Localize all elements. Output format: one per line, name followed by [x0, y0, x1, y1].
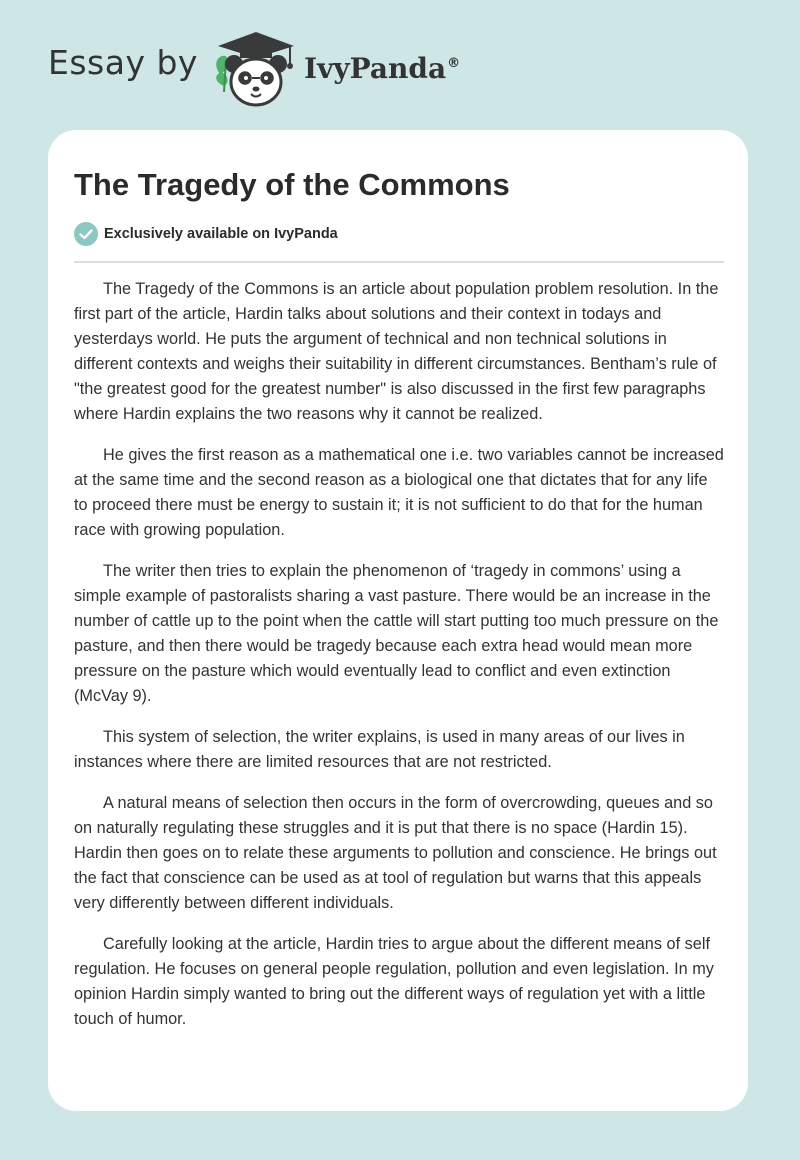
paragraph: He gives the first reason as a mathematical one i.e. two variables cannot be increased at the same time and the second reason as a biological one that dictates that for any life to proceed there must be energy to sustain it; it is not sufficient to do that for the human race with growing population. [74, 446, 724, 539]
paragraph: A natural means of selection then occurs in the form of overcrowding, queues and so on naturally regulating these struggles and it is put that there is no space (Hardin 15). Hardin then goes on to relate these arguments to pollution and conscience. He brings out the fact that conscience can be used as at tool of regulation but warns that this appeals very differently between different individuals. [74, 794, 717, 912]
page-title: The Tragedy of the Commons [74, 167, 510, 202]
exclusive-badge-label: Exclusively available on IvyPanda [104, 226, 338, 242]
brand-name-text: IvyPanda [303, 51, 447, 85]
site-header [48, 30, 460, 110]
title-divider [74, 261, 724, 263]
exclusive-badge [74, 222, 338, 246]
panda-graduate-icon[interactable] [210, 30, 302, 110]
essay-card [48, 130, 748, 1111]
paragraph: This system of selection, the writer explains, is used in many areas of our lives in instances where there are limited resources that are not restricted. [74, 728, 685, 771]
paragraph: The Tragedy of the Commons is an article about population problem resolution. In the first part of the article, Hardin talks about solutions and their context in todays and yesterdays world. He puts the argument of technical and non technical solutions in different contexts and weighs their suitability in different circumstances. Bentham’s rule of "the greatest good for the greatest number" is also discussed in the first few paragraphs where Hardin explains the two reasons why it cannot be realized. [74, 280, 719, 423]
brand-name[interactable] [304, 52, 460, 85]
paragraph: The writer then tries to explain the phenomenon of ‘tragedy in commons’ using a simple example of pastoralists sharing a vast pasture. There would be an increase in the number of cattle up to the point when the cattle will start putting too much pressure on the pasture, and then there would be tragedy because each extra head would mean more pressure on the pasture which would eventually lead to conflict and even extinction (McVay 9). [74, 562, 719, 705]
check-circle-icon [74, 222, 98, 246]
paragraph: Carefully looking at the article, Hardin tries to argue about the different means of self regulation. He focuses on general people regulation, pollution and even legislation. In my opinion Hardin simply wanted to bring out the different ways of regulation yet with a little touch of humor. [74, 935, 714, 1028]
registered-mark: ® [447, 56, 461, 72]
essay-by-label: Essay by [48, 42, 198, 82]
essay-body [74, 277, 724, 1048]
